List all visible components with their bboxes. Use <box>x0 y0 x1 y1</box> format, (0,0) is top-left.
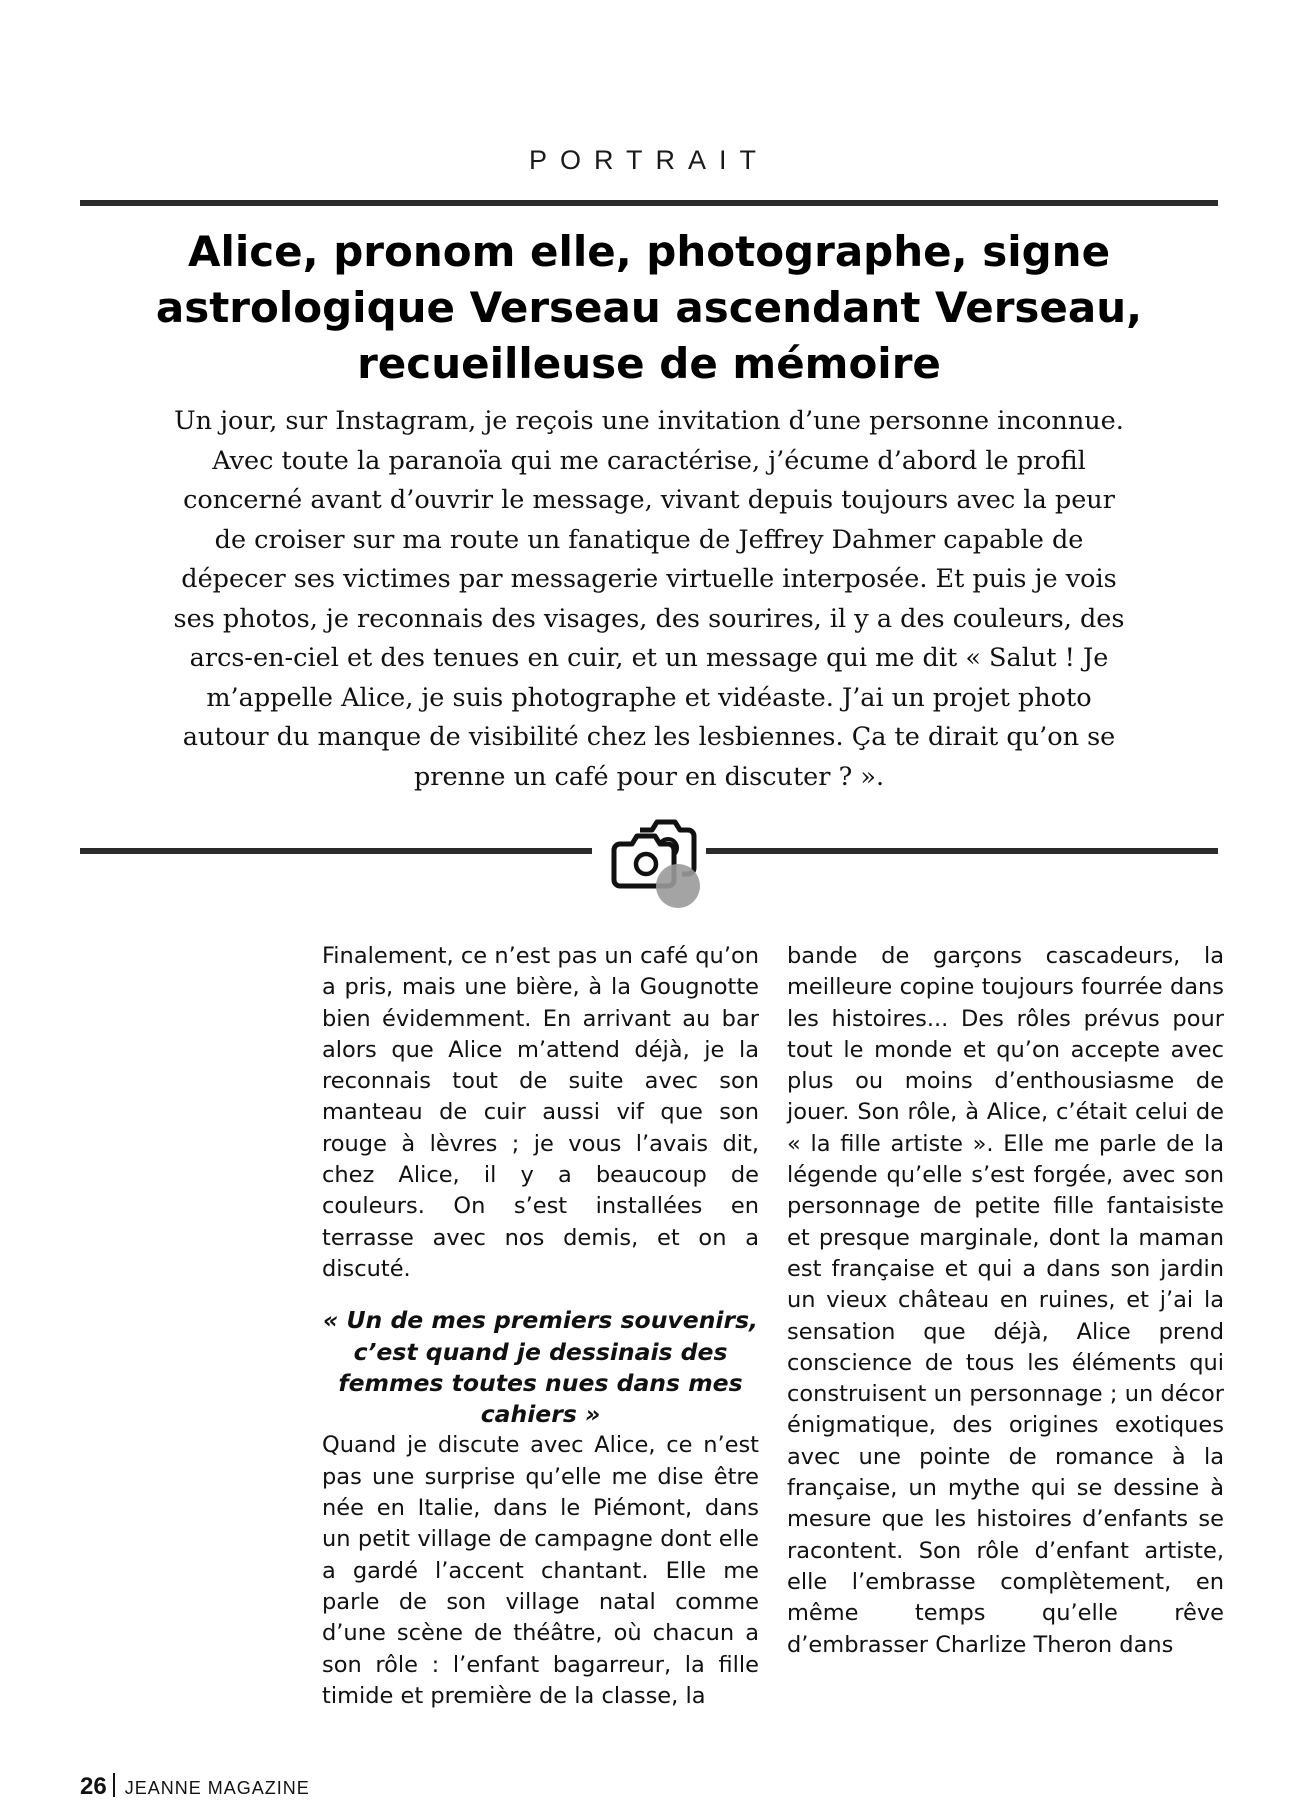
body-paragraph: Finalement, ce n’est pas un café qu’on a pris, mais une bière, à la Gougnotte bien évidemment. En arrivant au bar alors que Alice m’attend déjà, je la reconnais tout de suite avec son manteau de cuir aussi vif que son rouge à lèvres ; je vous l’avais dit, chez Alice, il y a beaucoup de couleurs. On s’est installées en terrasse avec nos demis, et on a discuté. <box>322 943 759 1282</box>
divider-rule-left <box>80 848 592 854</box>
lede-paragraph: Un jour, sur Instagram, je reçois une invitation d’une personne inconnue. Avec toute la paranoïa qui me caractérise, j’écume d’abord le profil concerné avant d’ouvrir le message, vivant depuis toujours avec la peur de croiser sur ma route un fanatique de Jeffrey Dahmer capable de dépecer ses victimes par messagerie virtuelle interposée. Et puis je vois ses photos, je reconnais des visages, des sourires, il y a des couleurs, des arcs-en-ciel et des tenues en cuir, et un message qui me dit « Salut ! Je m’appelle Alice, je suis photographe et vidéaste. J’ai un projet photo autour du manque de visibilité chez les lesbiennes. Ça te dirait qu’on se prenne un café pour en discuter ? ». <box>173 406 1125 792</box>
section-label: PORTRAIT <box>528 145 769 175</box>
page-number: 26 <box>80 1773 107 1800</box>
headline: Alice, pronom elle, photographe, signe astrologique Verseau ascendant Verseau, recueilleuse de mémoire <box>155 227 1143 388</box>
top-rule <box>80 200 1218 206</box>
body-paragraph: bande de garçons cascadeurs, la meilleure copine toujours fourrée dans les histoires... Des rôles prévus pour tout le monde et qu’on accepte avec plus ou moins d’enthousiasme de jouer. Son rôle, à Alice, c’était celui de « la fille artiste ». Elle me parle de la légende qu’elle s’est forgée, avec son personnage de petite fille fantaisiste et presque marginale, dont la maman est française et qui a dans son jardin un vieux château en ruines, et j’ai la sensation que déjà, Alice prend conscience de tous les éléments qui construisent un personnage ; un décor énigmatique, des origines exotiques avec une pointe de romance à la française, un mythe qui se dessine à mesure que les histoires d’enfants se racontent. Son rôle d’enfant artiste, elle l’embrasse complètement, en même temps qu’elle rêve d’embrasser Charlize Theron dans <box>787 943 1224 1658</box>
camera-icon <box>608 800 708 912</box>
magazine-name: JEANNE MAGAZINE <box>124 1778 310 1798</box>
body-column-left <box>322 941 759 1712</box>
body-column-right <box>787 941 1224 1661</box>
page-footer <box>80 1770 310 1801</box>
body-paragraph: Quand je discute avec Alice, ce n’est pas une surprise qu’elle me dise être née en Italie, dans le Piémont, dans un petit village de campagne dont elle a gardé l’accent chantant. Elle me parle de son village natal comme d’une scène de théâtre, où chacun a son rôle : l’enfant bagarreur, la fille timide et première de la classe, la <box>322 1432 759 1709</box>
pull-quote: « Un de mes premiers souvenirs, c’est quand je dessinais des femmes toutes nues dans mes cahiers » <box>323 1306 758 1429</box>
divider-rule-right <box>706 848 1218 854</box>
footer-separator <box>113 1773 115 1797</box>
